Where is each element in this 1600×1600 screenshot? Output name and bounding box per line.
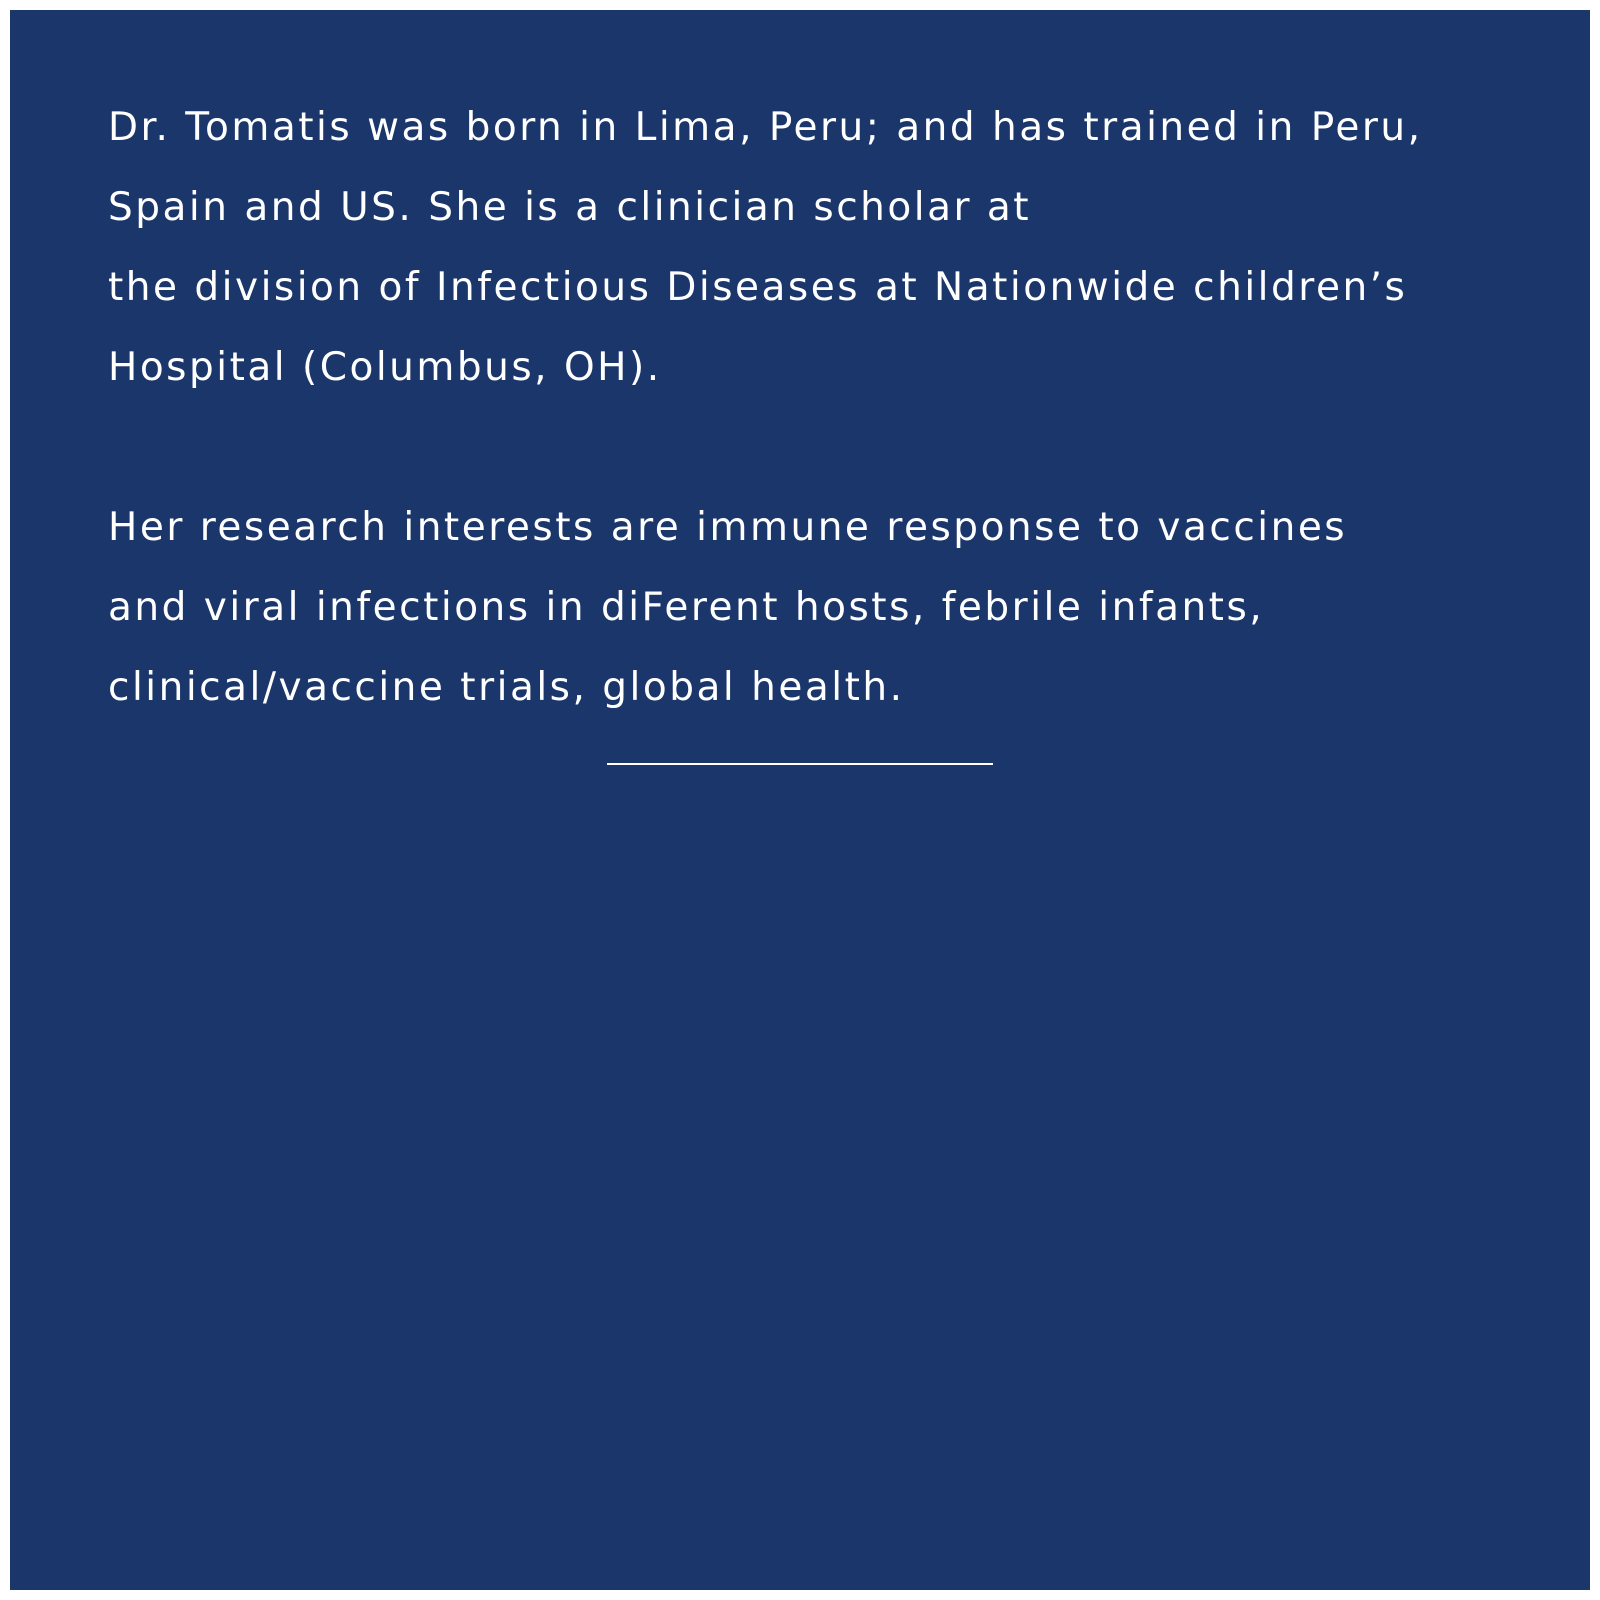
bio-paragraph-2-line: clinical/vaccine trials, global health. <box>108 665 905 710</box>
paragraph-spacer <box>108 408 1568 488</box>
bio-paragraph-1-line: Hospital (Columbus, OH). <box>108 345 662 390</box>
bio-paragraph-2 <box>108 488 1568 728</box>
bio-paragraph-1 <box>108 88 1568 408</box>
section-divider <box>607 763 993 765</box>
bio-paragraph-1-line: Dr. Tomatis was born in Lima, Peru; and has trained in Peru, <box>108 105 1423 150</box>
bio-paragraph-2-line: and viral infections in diFerent hosts, febrile infants, <box>108 585 1265 630</box>
bio-paragraph-2-line: Her research interests are immune response to vaccines <box>108 505 1348 550</box>
bio-paragraph-1-line: Spain and US. She is a clinician scholar at <box>108 185 1032 230</box>
bio-paragraph-1-line: the division of Infectious Diseases at Nationwide children’s <box>108 265 1408 310</box>
bio-panel <box>10 10 1590 1590</box>
bio-text <box>108 88 1568 728</box>
